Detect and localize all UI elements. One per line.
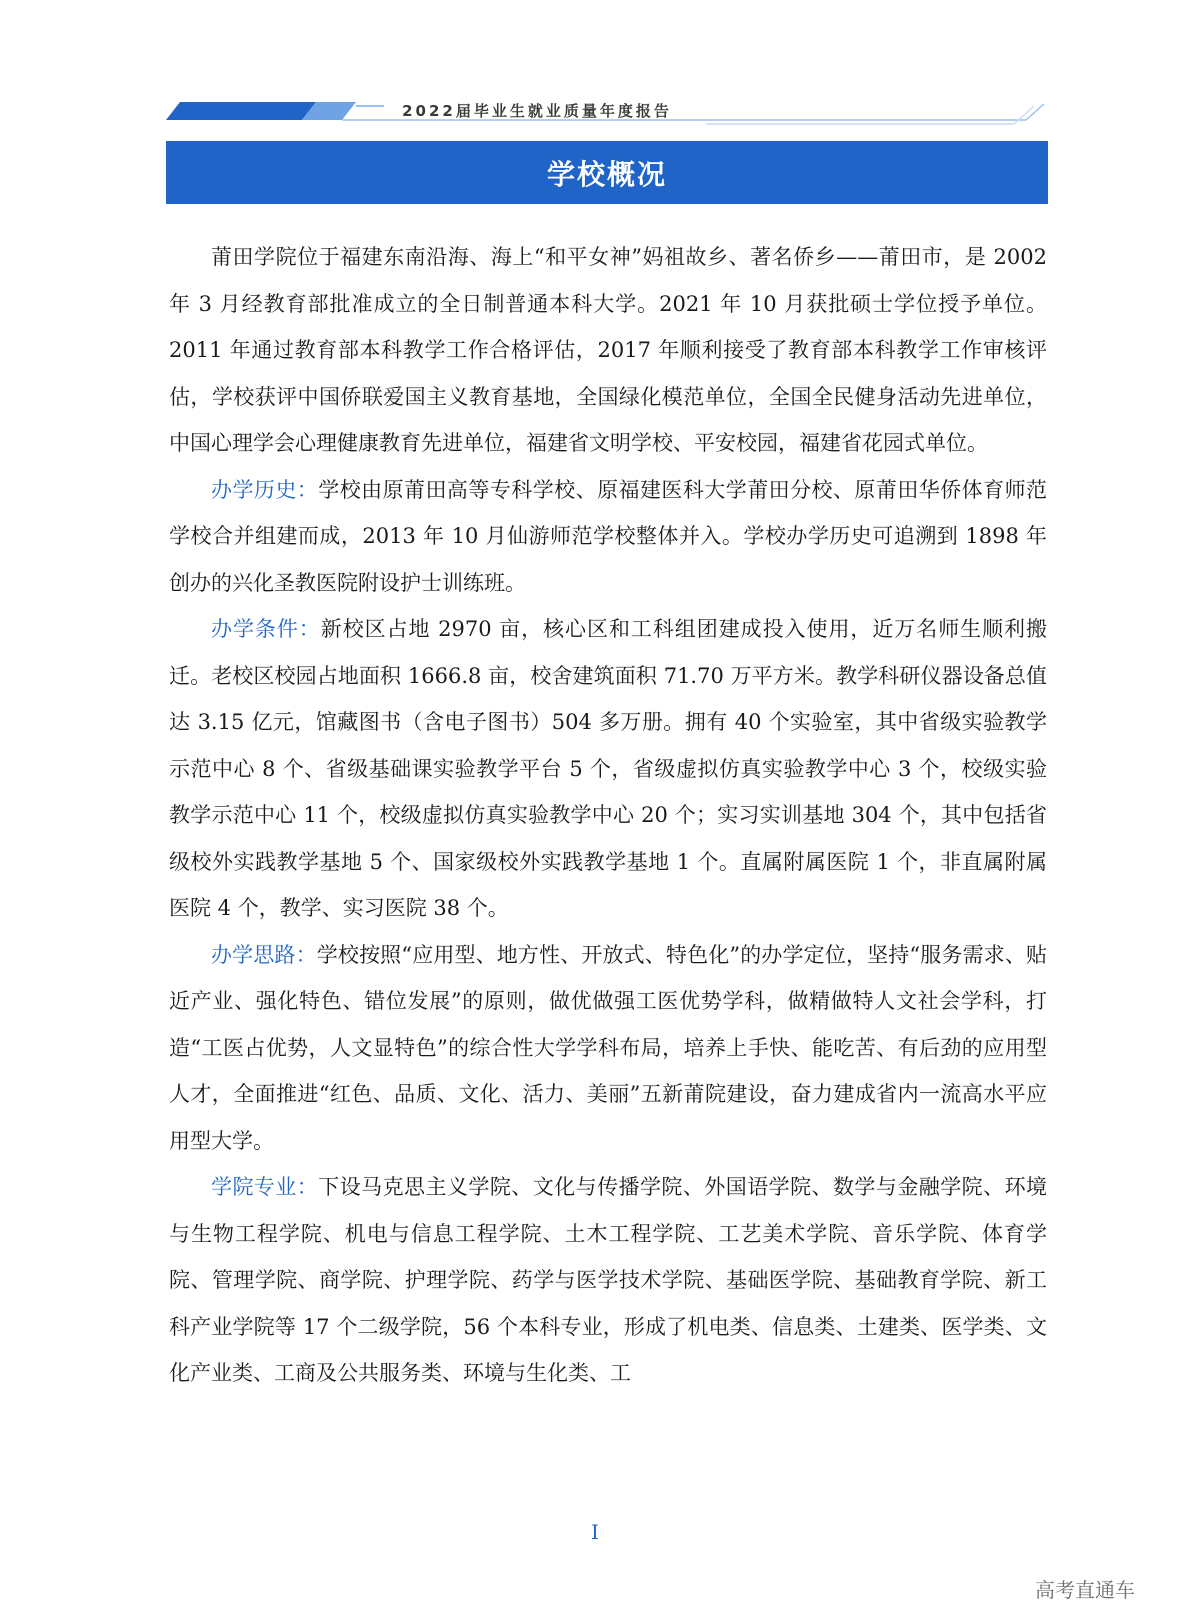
watermark: 高考直通车 (1035, 1578, 1135, 1602)
paragraph-colleges (169, 1164, 1047, 1397)
paragraph-lead: 办学历史： (211, 477, 319, 502)
paragraph-lead: 办学思路： (211, 942, 317, 967)
section-banner (166, 141, 1048, 204)
paragraph-intro (169, 234, 1047, 467)
running-header (166, 96, 1048, 132)
section-title: 学校概况 (546, 157, 667, 191)
paragraph-conditions (169, 606, 1047, 932)
paragraph-philosophy (169, 932, 1047, 1165)
paragraph-history (169, 467, 1047, 607)
paragraph-text: 下设马克思主义学院、文化与传播学院、外国语学院、数学与金融学院、环境与生物工程学院、机电与信息工程学院、土木工程学院、工艺美术学院、音乐学院、体育学院、管理学院、商学院、护理学院、药学与医学技术学院、基础医学院、基础教育学院、新工科产业学院等 17 个二级学院，56 个本科专业，形成了机电类、信息类、土建类、医学类、文化产业类、工商及公共服务类、环境与生化类、工 (169, 1175, 1048, 1385)
paragraph-text: 学校由原莆田高等专科学校、原福建医科大学莆田分校、原莆田华侨体育师范学校合并组建而成，2013 年 10 月仙游师范学校整体并入。学校办学历史可追溯到 1898 年创办的兴化圣教医院附设护士训练班。 (169, 477, 1048, 595)
page-number: I (591, 1520, 599, 1544)
paragraph-text: 学校按照“应用型、地方性、开放式、特色化”的办学定位，坚持“服务需求、贴近产业、强化特色、错位发展”的原则，做优做强工医优势学科，做精做特人文社会学科，打造“工医占优势，人文显特色”的综合性大学学科布局，培养上手快、能吃苦、有后劲的应用型人才，全面推进“红色、品质、文化、活力、美丽”五新莆院建设，奋力建成省内一流高水平应用型大学。 (169, 942, 1047, 1153)
body-content (169, 234, 1047, 1397)
paragraph-text: 新校区占地 2970 亩，核心区和工科组团建成投入使用，近万名师生顺利搬迁。老校区校园占地面积 1666.8 亩，校舍建筑面积 71.70 万平方米。教学科研仪器设备总值达 3.15 亿元，馆藏图书（含电子图书）504 多万册。拥有 40 个实验室，其中省级实验教学示范中心 8 个、省级基础课实验教学平台 5 个，省级虚拟仿真实验教学中心 3 个，校级实验教学示范中心 11 个，校级虚拟仿真实验教学中心 20 个；实习实训基地 304 个，其中包括省级校外实践教学基地 5 个、国家级校外实践教学基地 1 个。直属附属医院 1 个，非直属附属医院 4 个，教学、实习医院 38 个。 (169, 617, 1047, 920)
paragraph-lead: 学院专业： (211, 1175, 319, 1199)
paragraph-text: 莆田学院位于福建东南沿海、海上“和平女神”妈祖故乡、著名侨乡——莆田市，是 2002 年 3 月经教育部批准成立的全日制普通本科大学。2021 年 10 月获批硕士学位授予单位。2011 年通过教育部本科教学工作合格评估，2017 年顺利接受了教育部本科教学工作审核评估，学校获评中国侨联爱国主义教育基地，全国绿化模范单位，全国全民健身活动先进单位，中国心理学会心理健康教育先进单位，福建省文明学校、平安校园，福建省花园式单位。 (169, 245, 1047, 455)
running-title: 2022届毕业生就业质量年度报告 (402, 102, 672, 120)
paragraph-lead: 办学条件： (211, 617, 321, 641)
